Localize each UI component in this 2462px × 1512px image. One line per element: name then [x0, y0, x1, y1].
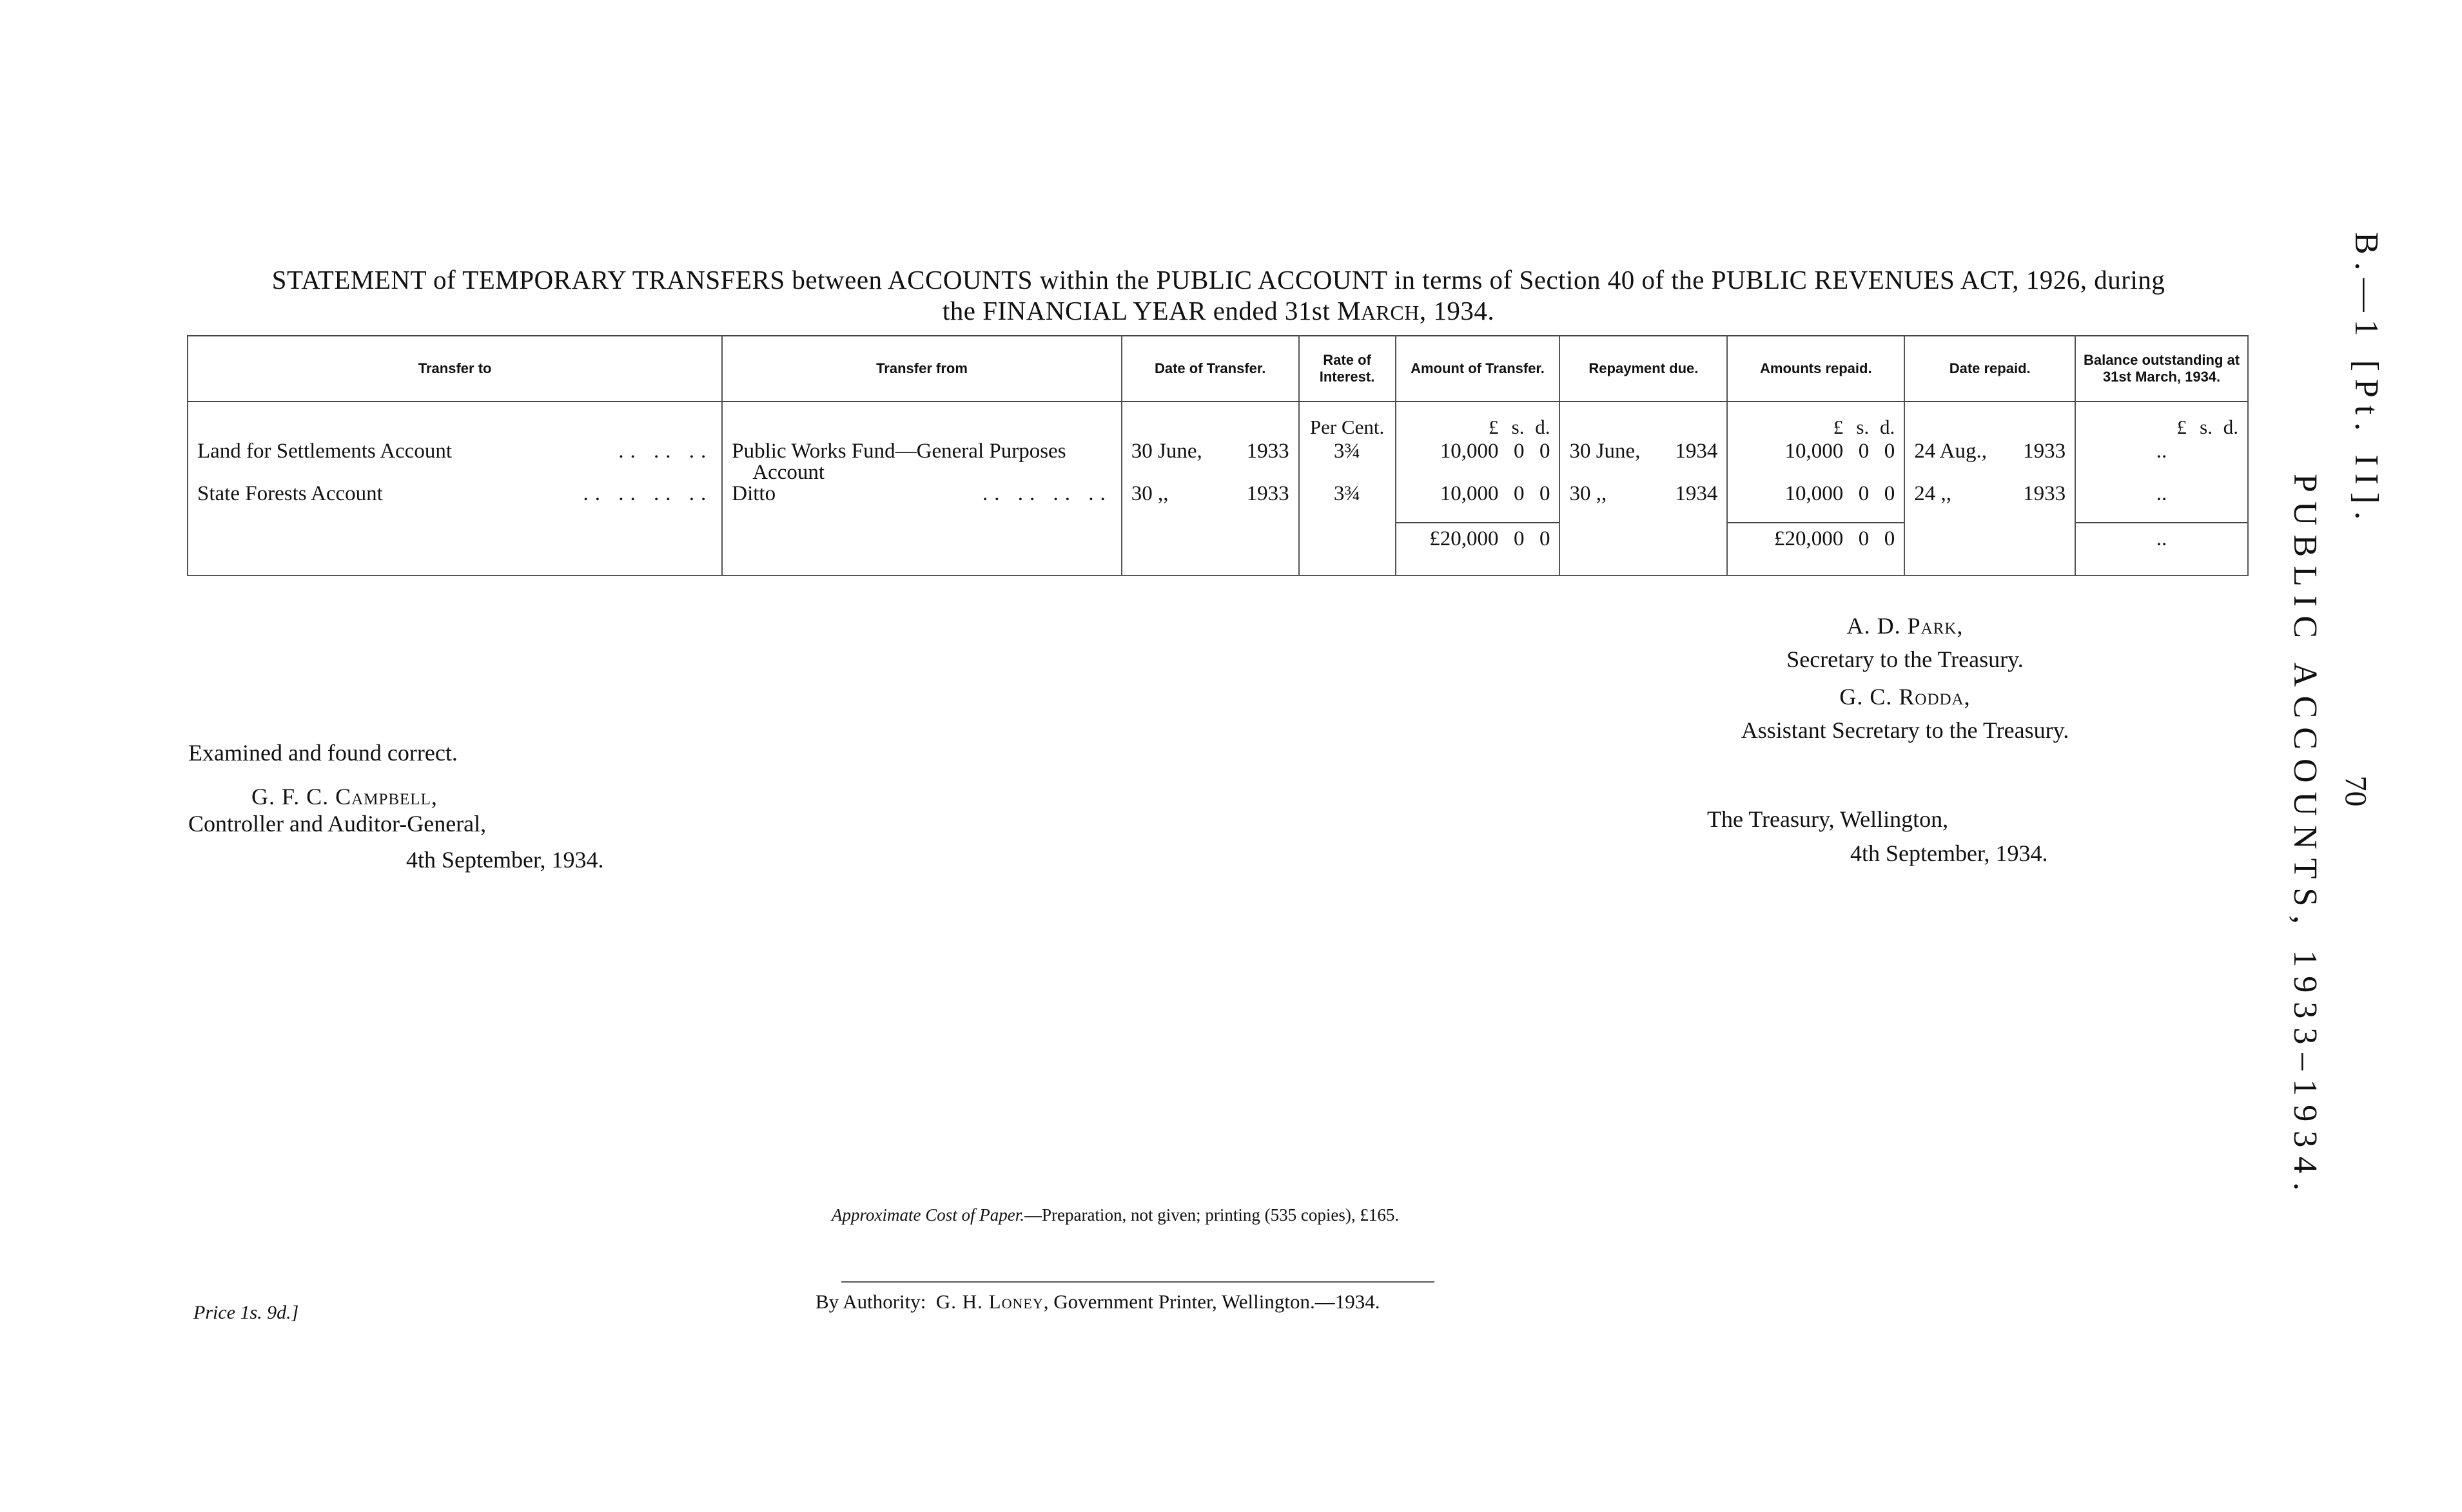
- treasury-signatures: [1695, 609, 2115, 747]
- unit-per-cent: Per Cent.: [1299, 416, 1396, 441]
- running-title: PUBLIC ACCOUNTS, 1933–1934.: [2287, 474, 2323, 1200]
- cell-transfer-to: State Forests Account .. .. .. ..: [188, 483, 722, 523]
- auditor-name: G. F. C. Campbell,: [251, 784, 438, 809]
- cell-date-of-transfer: 30 June, 1933: [1122, 441, 1299, 483]
- cell-amount-repaid: 10,000 0 0: [1727, 441, 1904, 483]
- cell-date-repaid: 24 Aug., 1933: [1904, 441, 2075, 483]
- total-repaid: £20,000 0 0: [1727, 523, 1904, 576]
- table-header-row: [188, 336, 2248, 402]
- cell-balance: ..: [2075, 483, 2248, 523]
- transfers-table: [187, 335, 2249, 576]
- total-balance: ..: [2075, 523, 2248, 576]
- cell-amount: 10,000 0 0: [1396, 441, 1560, 483]
- statement-title: [187, 264, 2250, 328]
- cell-transfer-from: Public Works Fund—General Purposes Account: [722, 441, 1121, 483]
- table-row: [188, 483, 2248, 523]
- cell-rate: 3¾: [1299, 441, 1396, 483]
- title-line-1: STATEMENT of TEMPORARY TRANSFERS between ACCOUNTS within the PUBLIC ACCOUNT in terms of Section 40 of the PUBLIC REVENUES ACT, 1926, during: [271, 265, 2165, 295]
- cell-date-of-transfer: 30 ,, 1933: [1122, 483, 1299, 523]
- cell-transfer-from: Ditto .. .. .. ..: [722, 483, 1121, 523]
- auditor-title: Controller and Auditor-General,: [188, 811, 487, 837]
- col-header-transfer-to: Transfer to: [188, 336, 722, 402]
- cell-amount: 10,000 0 0: [1396, 483, 1560, 523]
- totals-row: [188, 523, 2248, 576]
- col-header-balance: Balance outstanding at 31st March, 1934.: [2075, 336, 2248, 402]
- total-amount: £20,000 0 0: [1396, 523, 1560, 576]
- authority-line: By Authority: G. H. Loney, Government Printer, Wellington.—1934.: [816, 1290, 1380, 1313]
- cell-date-repaid: 24 ,, 1933: [1904, 483, 2075, 523]
- col-header-rate: Rate of Interest.: [1299, 336, 1396, 402]
- cost-label: Approximate Cost of Paper.: [832, 1205, 1024, 1225]
- cell-repayment-due: 30 ,, 1934: [1559, 483, 1727, 523]
- signatory-2-name: G. C. Rodda,: [1839, 684, 1971, 710]
- price-note: Price 1s. 9d.]: [193, 1302, 299, 1323]
- page-number: 70: [2338, 775, 2373, 807]
- col-header-amounts-repaid: Amounts repaid.: [1727, 336, 1904, 402]
- col-header-date-repaid: Date repaid.: [1904, 336, 2075, 402]
- cell-balance: ..: [2075, 441, 2248, 483]
- units-row: [188, 416, 2248, 441]
- signatory-2-title: Assistant Secretary to the Treasury.: [1741, 717, 2069, 743]
- col-header-amount: Amount of Transfer.: [1396, 336, 1560, 402]
- cell-repayment-due: 30 June, 1934: [1559, 441, 1727, 483]
- cost-note: [832, 1205, 1399, 1225]
- unit-amount: £ s. d.: [1396, 416, 1560, 441]
- signatory-1-name: A. D. Park,: [1846, 613, 1964, 639]
- footer-rule: [841, 1281, 1434, 1283]
- auditor-date: 4th September, 1934.: [406, 847, 604, 873]
- unit-balance: £ s. d.: [2075, 416, 2248, 441]
- col-header-date-of-transfer: Date of Transfer.: [1122, 336, 1299, 402]
- examined-note: Examined and found correct.: [188, 740, 458, 766]
- col-header-transfer-from: Transfer from: [722, 336, 1121, 402]
- title-line-2: the FINANCIAL YEAR ended 31st MARCH, 1934.: [942, 296, 1495, 325]
- table-row: [188, 441, 2248, 483]
- cell-transfer-to: Land for Settlements Account .. .. ..: [188, 441, 722, 483]
- cell-amount-repaid: 10,000 0 0: [1727, 483, 1904, 523]
- treasury-place: The Treasury, Wellington,: [1707, 806, 1949, 832]
- document-reference: B.—1 [Pt. II].: [2348, 232, 2385, 528]
- table-spacer-row: [188, 402, 2248, 416]
- cost-text: —Preparation, not given; printing (535 copies), £165.: [1024, 1205, 1400, 1225]
- treasury-date: 4th September, 1934.: [1850, 840, 2048, 866]
- unit-repaid: £ s. d.: [1727, 416, 1904, 441]
- signatory-1-title: Secretary to the Treasury.: [1786, 646, 2024, 672]
- cell-rate: 3¾: [1299, 483, 1396, 523]
- col-header-repayment-due: Repayment due.: [1559, 336, 1727, 402]
